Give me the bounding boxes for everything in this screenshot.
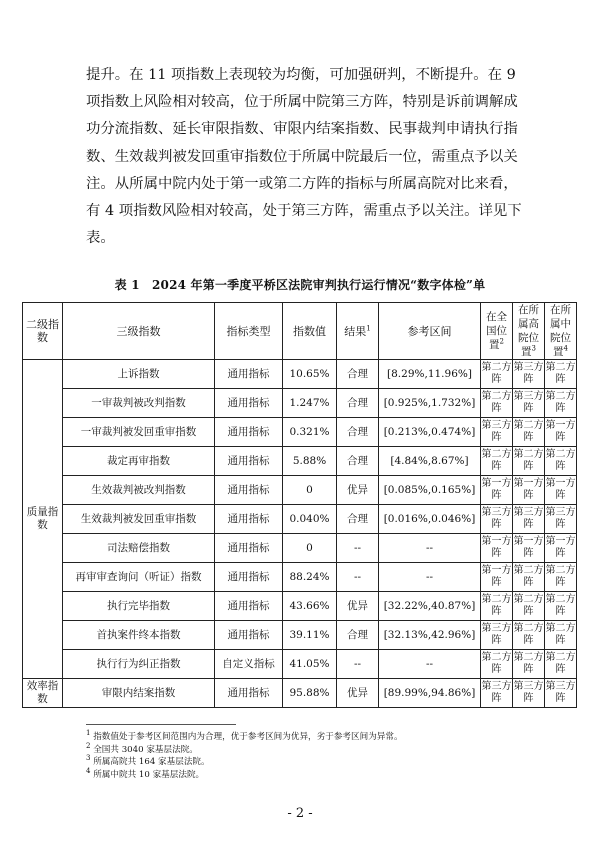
- table-row: [23, 418, 577, 447]
- mid-court-position-cell: 第二方阵: [545, 360, 577, 389]
- table-row: [23, 679, 577, 708]
- indicator-name-cell: 司法赔偿指数: [63, 534, 215, 563]
- indicator-value-cell: 10.65%: [283, 360, 337, 389]
- mid-court-position-cell: 第一方阵: [545, 476, 577, 505]
- table-body: [23, 360, 577, 708]
- reference-range-cell: [4.84%,8.67%]: [379, 447, 481, 476]
- reference-range-cell: [32.22%,40.87%]: [379, 592, 481, 621]
- high-court-position-cell: 第二方阵: [513, 592, 545, 621]
- indicator-name-cell: 生效裁判被改判指数: [63, 476, 215, 505]
- table-row: [23, 360, 577, 389]
- paragraph-line: 项指数上风险相对较高，位于所属中院第三方阵，特别是诉前调解成: [86, 94, 518, 111]
- paragraph-line: 表。: [86, 230, 115, 247]
- indicator-value-cell: 0.040%: [283, 505, 337, 534]
- national-position-cell: 第二方阵: [481, 360, 513, 389]
- group-name-cell: 质量指数: [23, 360, 63, 679]
- national-position-cell: 第二方阵: [481, 592, 513, 621]
- indicator-name-cell: 裁定再审指数: [63, 447, 215, 476]
- indicator-result-cell: --: [337, 650, 379, 679]
- national-position-cell: 第二方阵: [481, 650, 513, 679]
- header-result: 结果$^1$: [337, 303, 379, 360]
- indicator-name-cell: 执行行为纠正指数: [63, 650, 215, 679]
- table-row: [23, 534, 577, 563]
- indicator-value-cell: 0: [283, 476, 337, 505]
- table-row: [23, 621, 577, 650]
- header-level2: 二级指数: [23, 303, 63, 360]
- body-paragraph: [86, 62, 530, 252]
- mid-court-position-cell: 第三方阵: [545, 505, 577, 534]
- indicator-value-cell: 39.11%: [283, 621, 337, 650]
- reference-range-cell: [89.99%,94.86%]: [379, 679, 481, 708]
- indicator-value-cell: 95.88%: [283, 679, 337, 708]
- header-range: 参考区间: [379, 303, 481, 360]
- footnote-divider: [86, 724, 236, 725]
- indicator-result-cell: --: [337, 534, 379, 563]
- reference-range-cell: [8.29%,11.96%]: [379, 360, 481, 389]
- table-row: [23, 563, 577, 592]
- table-row: [23, 476, 577, 505]
- indicator-name-cell: 生效裁判被发回重审指数: [63, 505, 215, 534]
- indicator-value-cell: 0: [283, 534, 337, 563]
- national-position-cell: 第三方阵: [481, 621, 513, 650]
- national-position-cell: 第一方阵: [481, 534, 513, 563]
- mid-court-position-cell: 第二方阵: [545, 563, 577, 592]
- indicator-result-cell: 合理: [337, 389, 379, 418]
- high-court-position-cell: 第三方阵: [513, 360, 545, 389]
- paragraph-line: 数、生效裁判被发回重审指数位于所属中院最后一位，需重点予以关: [86, 148, 518, 165]
- header-value: 指数值: [283, 303, 337, 360]
- indicator-result-cell: --: [337, 563, 379, 592]
- national-position-cell: 第二方阵: [481, 389, 513, 418]
- high-court-position-cell: 第二方阵: [513, 563, 545, 592]
- indicator-type-cell: 通用指标: [215, 592, 283, 621]
- high-court-position-cell: 第三方阵: [513, 389, 545, 418]
- group-name-cell: 效率指数: [23, 679, 63, 708]
- table-row: [23, 389, 577, 418]
- national-position-cell: 第三方阵: [481, 679, 513, 708]
- indicator-result-cell: 优异: [337, 476, 379, 505]
- indicator-result-cell: 合理: [337, 621, 379, 650]
- table-header-row: [23, 303, 577, 360]
- reference-range-cell: [32.13%,42.96%]: [379, 621, 481, 650]
- indicator-value-cell: 5.88%: [283, 447, 337, 476]
- indicator-type-cell: 通用指标: [215, 505, 283, 534]
- national-position-cell: 第一方阵: [481, 563, 513, 592]
- indicator-result-cell: 合理: [337, 418, 379, 447]
- footnote-item: $^4$ 所属中院共 10 家基层法院。: [86, 766, 205, 780]
- mid-court-position-cell: 第二方阵: [545, 592, 577, 621]
- header-mid-court: 在所属中院位置$^4$: [545, 303, 577, 360]
- reference-range-cell: --: [379, 534, 481, 563]
- indicator-value-cell: 43.66%: [283, 592, 337, 621]
- high-court-position-cell: 第三方阵: [513, 679, 545, 708]
- indicator-result-cell: 优异: [337, 679, 379, 708]
- reference-range-cell: [0.085%,0.165%]: [379, 476, 481, 505]
- high-court-position-cell: 第二方阵: [513, 447, 545, 476]
- mid-court-position-cell: 第二方阵: [545, 650, 577, 679]
- indicator-result-cell: 合理: [337, 505, 379, 534]
- indicator-type-cell: 通用指标: [215, 447, 283, 476]
- high-court-position-cell: 第二方阵: [513, 650, 545, 679]
- indicator-type-cell: 通用指标: [215, 621, 283, 650]
- high-court-position-cell: 第二方阵: [513, 621, 545, 650]
- high-court-position-cell: 第三方阵: [513, 505, 545, 534]
- paragraph-line: 有 4 项指数风险相对较高，处于第三方阵，需重点予以关注。详见下: [86, 203, 522, 220]
- indicator-type-cell: 通用指标: [215, 418, 283, 447]
- paragraph-line: 功分流指数、延长审限指数、审限内结案指数、民事裁判申请执行指: [86, 121, 518, 138]
- high-court-position-cell: 第二方阵: [513, 418, 545, 447]
- indicator-type-cell: 通用指标: [215, 563, 283, 592]
- indicator-result-cell: 合理: [337, 447, 379, 476]
- national-position-cell: 第三方阵: [481, 505, 513, 534]
- indicator-result-cell: 优异: [337, 592, 379, 621]
- national-position-cell: 第一方阵: [481, 476, 513, 505]
- mid-court-position-cell: 第一方阵: [545, 534, 577, 563]
- high-court-position-cell: 第一方阵: [513, 534, 545, 563]
- header-high-court: 在所属高院位置$^3$: [513, 303, 545, 360]
- indicator-name-cell: 一审裁判被发回重审指数: [63, 418, 215, 447]
- indicator-value-cell: 88.24%: [283, 563, 337, 592]
- indicator-name-cell: 首执案件终本指数: [63, 621, 215, 650]
- footnote-item: $^2$ 全国共 3040 家基层法院。: [86, 741, 198, 755]
- header-national: 在全国位置$^2$: [481, 303, 513, 360]
- indicator-type-cell: 通用指标: [215, 534, 283, 563]
- footnotes: [86, 731, 403, 781]
- paragraph-line: 提升。在 11 项指数上表现较为均衡，可加强研判，不断提升。在 9: [86, 67, 516, 83]
- indicator-value-cell: 41.05%: [283, 650, 337, 679]
- national-position-cell: 第三方阵: [481, 418, 513, 447]
- reference-range-cell: --: [379, 650, 481, 679]
- high-court-position-cell: 第一方阵: [513, 476, 545, 505]
- indicator-name-cell: 一审裁判被改判指数: [63, 389, 215, 418]
- footnote-item: $^3$ 所属高院共 164 家基层法院。: [86, 754, 210, 768]
- table-row: [23, 447, 577, 476]
- reference-range-cell: --: [379, 563, 481, 592]
- indicator-type-cell: 通用指标: [215, 476, 283, 505]
- page-number: - 2 -: [287, 806, 313, 821]
- mid-court-position-cell: 第二方阵: [545, 621, 577, 650]
- header-type: 指标类型: [215, 303, 283, 360]
- reference-range-cell: [0.925%,1.732%]: [379, 389, 481, 418]
- mid-court-position-cell: 第一方阵: [545, 418, 577, 447]
- footnote-item: $^1$ 指数值处于参考区间范围内为合理，优于参考区间为优异，劣于参考区间为异常。: [86, 729, 403, 742]
- digital-checkup-table: [22, 302, 577, 708]
- indicator-type-cell: 通用指标: [215, 360, 283, 389]
- national-position-cell: 第二方阵: [481, 447, 513, 476]
- indicator-name-cell: 执行完毕指数: [63, 592, 215, 621]
- indicator-name-cell: 上诉指数: [63, 360, 215, 389]
- table-row: [23, 650, 577, 679]
- table-row: [23, 592, 577, 621]
- indicator-type-cell: 通用指标: [215, 389, 283, 418]
- indicator-type-cell: 自定义指标: [215, 650, 283, 679]
- indicator-result-cell: 合理: [337, 360, 379, 389]
- table-row: [23, 505, 577, 534]
- indicator-name-cell: 再审审查询问（听证）指数: [63, 563, 215, 592]
- header-level3: 三级指数: [63, 303, 215, 360]
- mid-court-position-cell: 第二方阵: [545, 389, 577, 418]
- mid-court-position-cell: 第二方阵: [545, 447, 577, 476]
- indicator-name-cell: 审限内结案指数: [63, 679, 215, 708]
- indicator-value-cell: 1.247%: [283, 389, 337, 418]
- indicator-value-cell: 0.321%: [283, 418, 337, 447]
- reference-range-cell: [0.213%,0.474%]: [379, 418, 481, 447]
- reference-range-cell: [0.016%,0.046%]: [379, 505, 481, 534]
- indicator-type-cell: 通用指标: [215, 679, 283, 708]
- table-caption: 表 1 2024 年第一季度平桥区法院审判执行运行情况“数字体检”单: [114, 278, 486, 292]
- mid-court-position-cell: 第三方阵: [545, 679, 577, 708]
- paragraph-line: 注。从所属中院内处于第一或第二方阵的指标与所属高院对比来看，: [86, 175, 518, 192]
